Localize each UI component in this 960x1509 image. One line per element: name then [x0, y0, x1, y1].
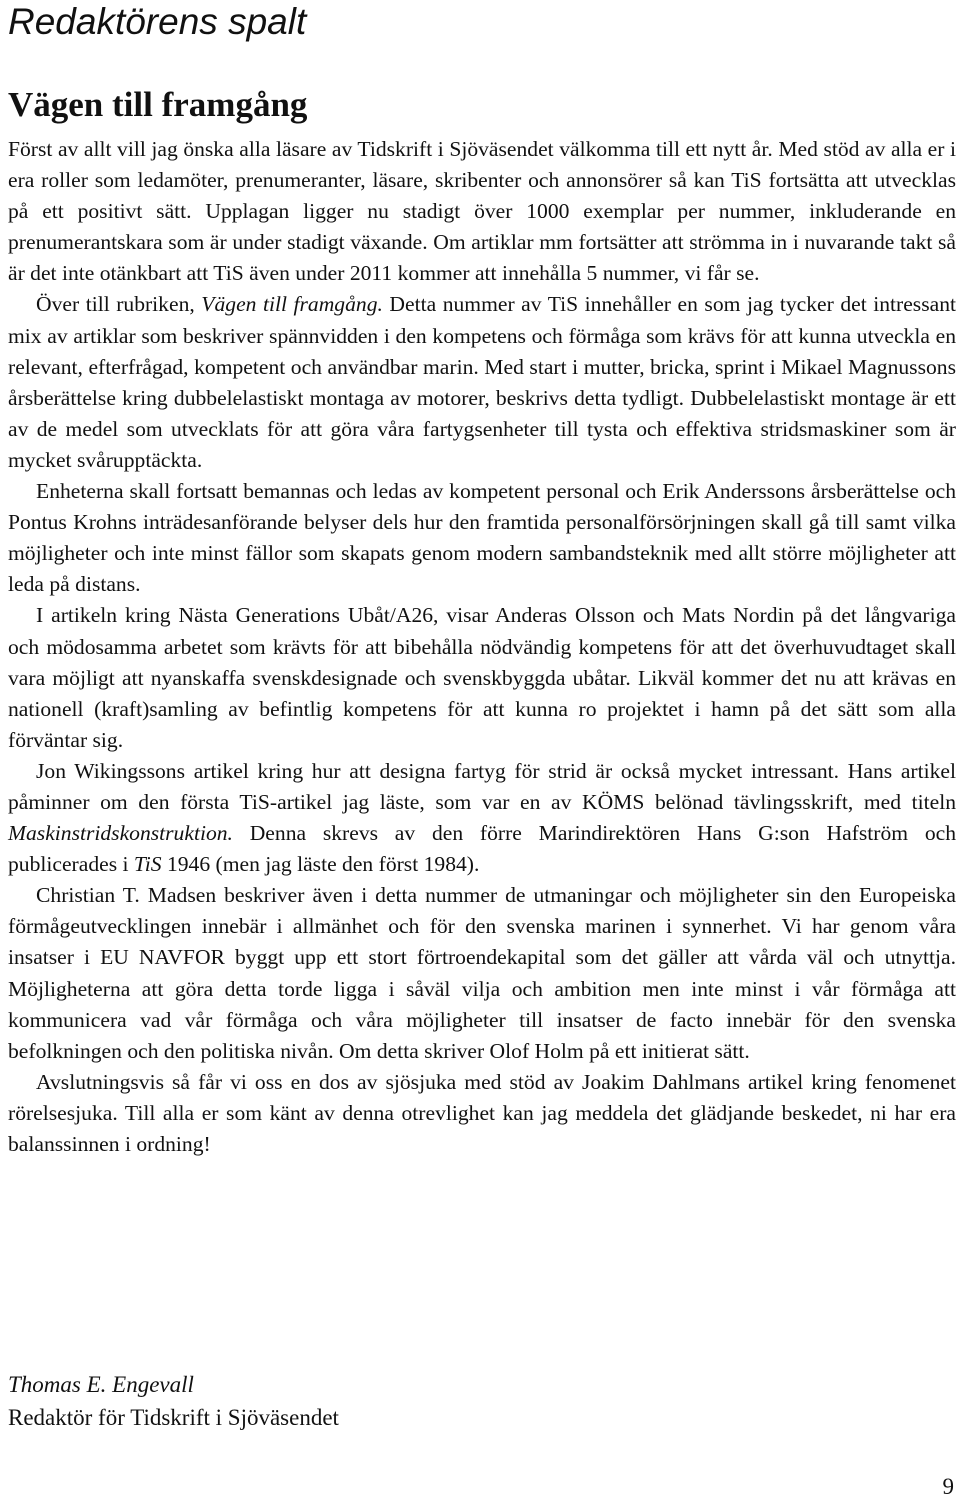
text-run: Denna skrevs av den förre Marindirektören Hans G:son Hafström och publicerades i [8, 821, 956, 877]
text-run-italic: Vägen till framgång. [201, 292, 383, 317]
author-role: Redaktör för Tidskrift i Sjöväsendet [8, 1405, 339, 1430]
text-run: 1946 (men jag läste den först 1984). [161, 852, 480, 877]
paragraph-7 [8, 1067, 956, 1160]
paragraph-3 [8, 476, 956, 600]
paragraph-1 [8, 134, 956, 289]
text-run: Avslutningsvis så får vi oss en dos av sjösjuka med stöd av Joakim Dahlmans artikel kring fenomenet rörelsesjuka. Till alla er som känt av denna otrevlighet kan jag meddela det glädjande beskedet, ni har era balanssinnen i ordning! [8, 1069, 956, 1156]
text-run: Christian T. Madsen beskriver även i detta nummer de utmaningar och möjligheter sin den Europeiska förmågeutvecklingen innebär i allmänhet och för den svenska marinen i synnerhet. Vi har genom våra insatser i EU NAVFOR byggt upp ett stort förtroendekapital som det gäller att vårda väl och utnyttja. Möjligheterna att göra detta torde ligga i såväl vilja och ambition men inte minst i vår förmåga att kommunicera vad vår förmåga och våra möjligheter till insatser de facto innebär för den svenska befolkningen och den politiska nivån. Om detta skriver Olof Holm på ett initierat sätt. [8, 883, 956, 1063]
paragraph-5 [8, 756, 956, 880]
paragraph-6 [8, 880, 956, 1067]
text-run: Detta nummer av TiS innehåller en som jag tycker det intressant mix av artiklar som beskriver spännvidden i den kompetens och förmåga som krävs för att kunna utveckla en relevant, efterfrågad, kompetent och användbar marin. Med start i mutter, bricka, sprint i Mikael Magnussons årsberättelse kring dubbelelastiskt montaga av motorer, beskrivs detta tydligt. Dubbelelastiskt montage är ett av de medel som utvecklats för att göra våra fartygsenheter till tysta och effektiva stridsmaskiner som är mycket svårupptäckta. [8, 292, 956, 472]
text-run: I artikeln kring Nästa Generations Ubåt/A26, visar Anderas Olsson och Mats Nordin på det långvariga och mödosamma arbetet som krävts för att bibehålla nödvändig kompetens för att det överhuvudtaget skall vara möjligt att nyanskaffa svenskdesignade och svenskbyggda ubåtar. Likväl kommer det nu att krävas en nationell (kraft)samling av befintlig kompetens för att kunna ro projektet i hamn på det sätt som alla förväntar sig. [8, 603, 956, 752]
text-run: Först av allt vill jag önska alla läsare av Tidskrift i Sjöväsendet välkomma till ett nytt år. Med stöd av alla er i era roller som ledamöter, prenumeranter, läsare, skribenter och annonsörer så kan TiS fortsätta att utvecklas på ett positivt sätt. Upplagan ligger nu stadigt över 1000 exemplar per nummer, inkluderande en prenumerantskara som är under stadigt växande. Om artiklar mm fortsätter att strömma in i nuvarande takt så är det inte otänkbart att TiS även under 2011 kommer att innehålla 5 nummer, vi får se. [8, 137, 956, 286]
article-title: Vägen till framgång [8, 85, 308, 124]
signature-block [8, 1368, 339, 1434]
page-number: 9 [942, 1474, 954, 1499]
text-run: Jon Wikingssons artikel kring hur att designa fartyg för strid är också mycket intressant. Hans artikel påminner om den första TiS-artikel jag läste, som var en av KÖMS belönad tävlingsskrift, med titeln [8, 758, 956, 814]
text-run: Över till rubriken, [36, 292, 202, 317]
text-run-italic: TiS [133, 852, 162, 877]
article-body [8, 134, 956, 1160]
text-run: Enheterna skall fortsatt bemannas och ledas av kompetent personal och Erik Anderssons årsberättelse och Pontus Krohns inträdesanförande belyser dels hur den framtida personalförsörjningen skall gå till samt vilka möjligheter och inte minst fällor som skapats genom modern sambandsteknik med allt större möjligheter att leda på distans. [8, 479, 956, 597]
text-run-italic: Maskinstridskonstruktion. [8, 821, 233, 846]
author-name: Thomas E. Engevall [8, 1372, 194, 1397]
paragraph-4 [8, 600, 956, 755]
paragraph-2 [8, 289, 956, 476]
section-title: Redaktörens spalt [8, 1, 307, 42]
